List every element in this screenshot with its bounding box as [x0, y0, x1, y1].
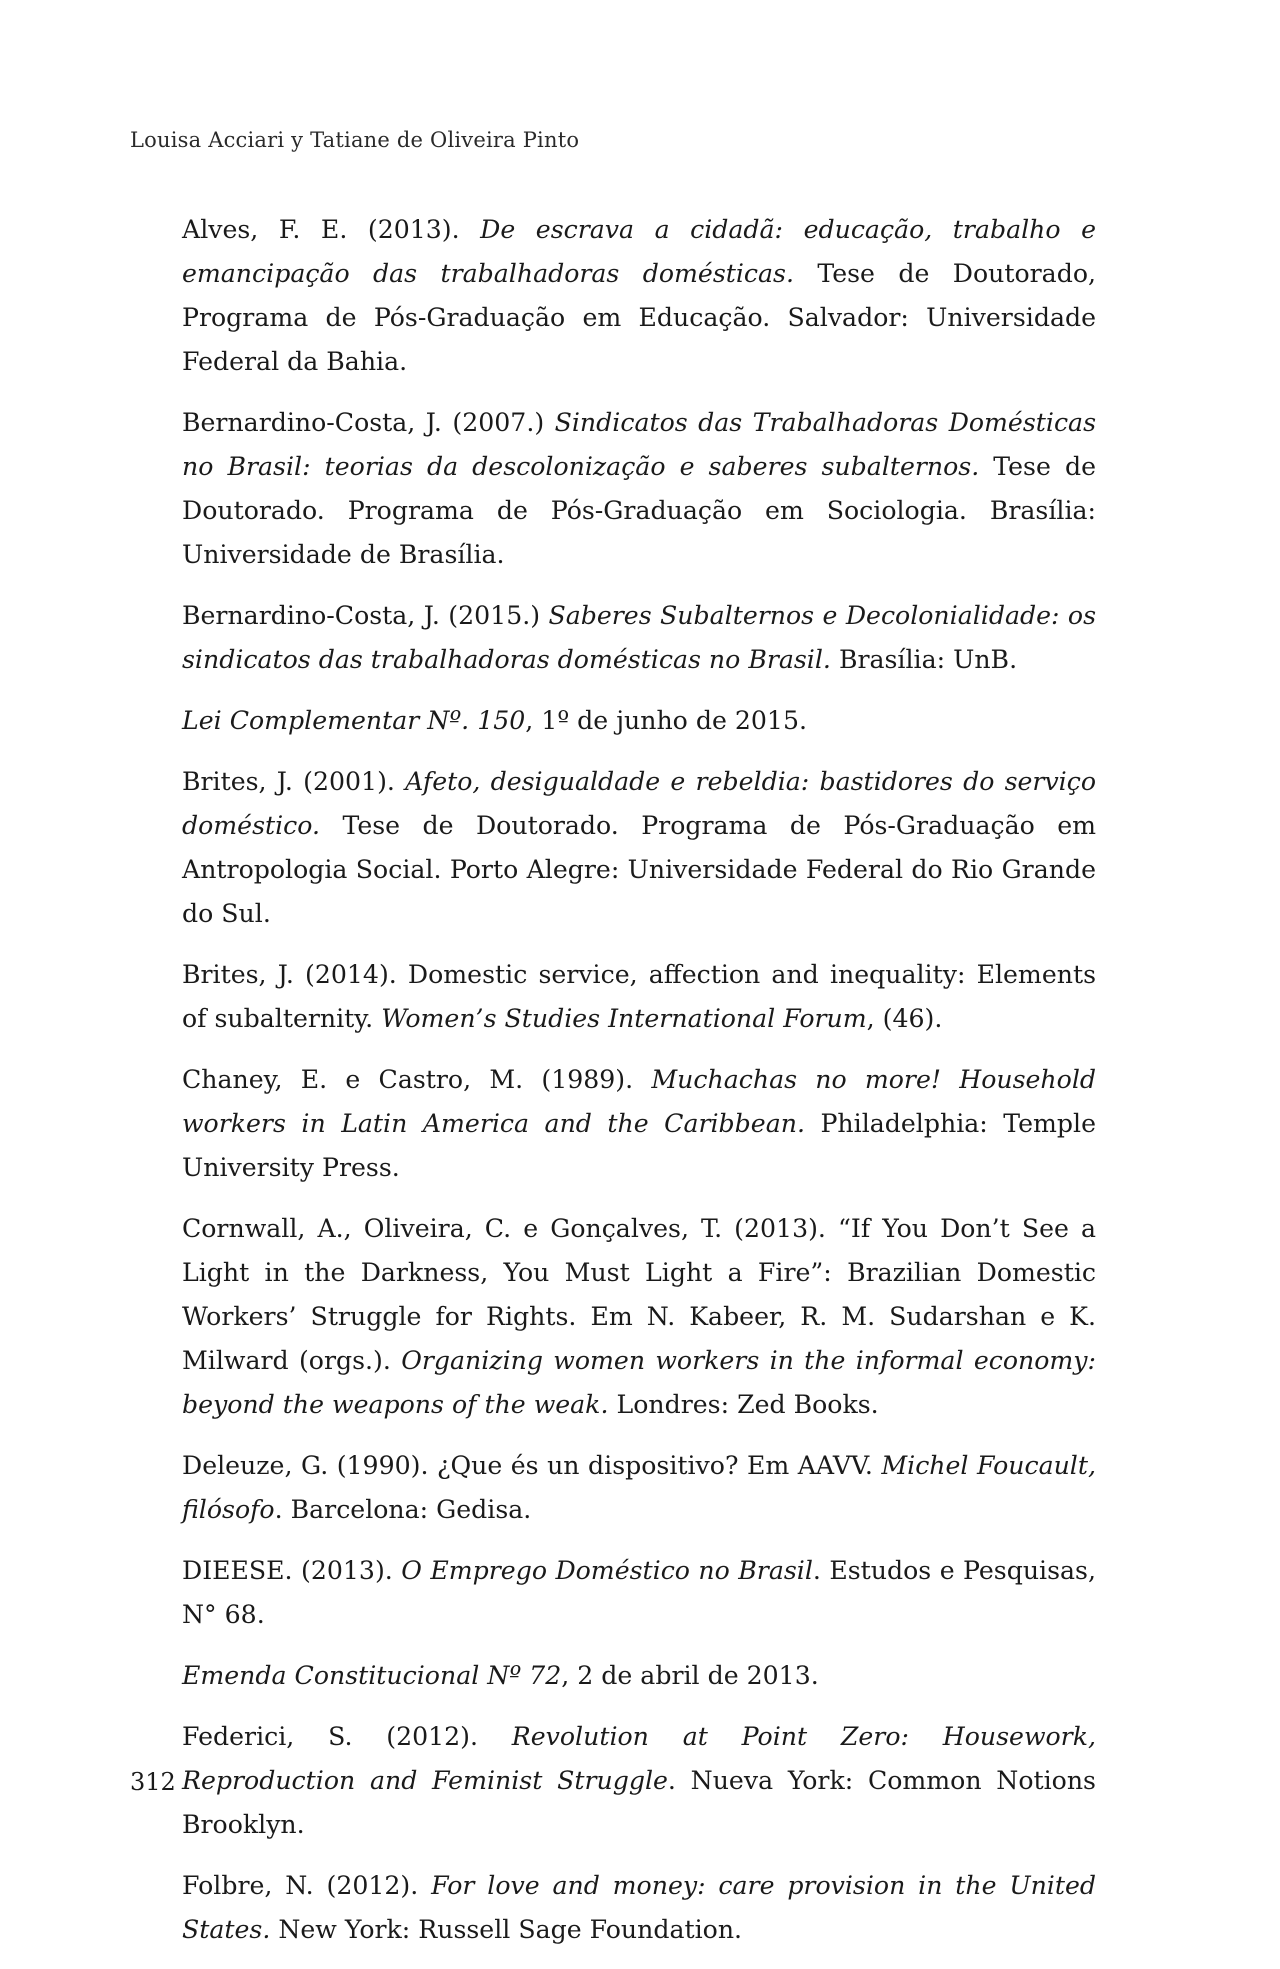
reference-text: Chaney, E. e Castro, M. (1989). [182, 1065, 652, 1094]
reference-entry [182, 208, 1096, 384]
reference-list [182, 208, 1096, 1969]
reference-title: Revolution at Point Zero: Housework, Reproduction and Feminist Struggle [182, 1722, 1096, 1795]
reference-entry [182, 1715, 1096, 1847]
reference-title: O Emprego Doméstico no Brasil [401, 1556, 813, 1585]
reference-text: Bernardino-Costa, J. (2015.) [182, 601, 549, 630]
reference-entry [182, 1549, 1096, 1637]
reference-entry [182, 760, 1096, 936]
reference-entry [182, 1207, 1096, 1427]
reference-text: Brites, J. (2014). Domestic service, affection and inequality: Elements of subalternity. [182, 960, 1096, 1033]
reference-text: Alves, F. E. (2013). [182, 215, 481, 244]
reference-text: , 1º de junho de 2015. [525, 706, 807, 735]
reference-text: Brites, J. (2001). [182, 767, 406, 796]
reference-entry [182, 1864, 1096, 1952]
reference-text: . Nueva York: Common Notions Brooklyn. [182, 1766, 1096, 1839]
reference-title: Saberes Subalternos e Decolonialidade: os sindicatos das trabalhadoras domésticas no Brasil. [182, 601, 1096, 674]
reference-title: Organizing women workers in the informal economy: beyond the weapons of the weak. [182, 1346, 1096, 1419]
reference-entry [182, 1058, 1096, 1190]
reference-text: Tese de Doutorado. Programa de Pós-Graduação em Sociologia. Brasília: Universidade de Brasília. [182, 452, 1096, 569]
reference-title: For love and money: care provision in the United States. [182, 1871, 1097, 1944]
reference-text: Bernardino-Costa, J. (2007.) [182, 408, 555, 437]
reference-text: Folbre, N. (2012). [182, 1871, 432, 1900]
reference-title: Women’s Studies International Forum [381, 1004, 867, 1033]
reference-title: Michel Foucault, filósofo [182, 1451, 1096, 1524]
reference-text: Philadelphia: Temple University Press. [182, 1109, 1096, 1182]
reference-entry [182, 1444, 1096, 1532]
reference-title: Lei Complementar Nº. 150 [182, 706, 526, 735]
reference-text: Brasília: UnB. [830, 645, 1018, 674]
reference-entry [182, 953, 1096, 1041]
reference-text: , 2 de abril de 2013. [561, 1661, 819, 1690]
reference-text: , (46). [866, 1004, 943, 1033]
reference-entry [182, 699, 1096, 743]
reference-text: DIEESE. (2013). [182, 1556, 402, 1585]
page-number: 312 [130, 1768, 176, 1796]
reference-text: . Barcelona: Gedisa. [274, 1495, 532, 1524]
reference-title: De escrava a cidadã: educação, trabalho e emancipação das trabalhadoras domésticas. [182, 215, 1096, 288]
reference-title: Sindicatos das Trabalhadoras Domésticas no Brasil: teorias da descolonização e saberes subalternos. [182, 408, 1096, 481]
reference-text: Londres: Zed Books. [608, 1390, 879, 1419]
running-head: Louisa Acciari y Tatiane de Oliveira Pinto [130, 128, 580, 152]
reference-text: Cornwall, A., Oliveira, C. e Gonçalves, T. (2013). “If You Don’t See a Light in the Darkness, You Must Light a Fire”: Brazilian Domestic Workers’ Struggle for Rights. Em N. Kabeer, R. M. Sudarshan e K. Milward (orgs.). [182, 1214, 1096, 1375]
reference-text: Deleuze, G. (1990). ¿Que és un dispositivo? Em AAVV. [182, 1451, 882, 1480]
reference-text: Tese de Doutorado, Programa de Pós-Graduação em Educação. Salvador: Universidade Federal da Bahia. [182, 259, 1096, 376]
reference-text: Federici, S. (2012). [182, 1722, 512, 1751]
reference-title: Afeto, desigualdade e rebeldia: bastidores do serviço doméstico. [182, 767, 1097, 840]
reference-text: . Estudos e Pesquisas, N° 68. [182, 1556, 1096, 1629]
reference-entry [182, 1654, 1096, 1698]
reference-text: New York: Russell Sage Foundation. [270, 1915, 743, 1944]
reference-entry [182, 594, 1096, 682]
reference-title: Muchachas no more! Household workers in Latin America and the Caribbean. [182, 1065, 1096, 1138]
reference-title: Emenda Constitucional Nº 72 [182, 1661, 562, 1690]
reference-entry [182, 401, 1096, 577]
reference-text: Tese de Doutorado. Programa de Pós-Graduação em Antropologia Social. Porto Alegre: Universidade Federal do Rio Grande do Sul. [182, 811, 1096, 928]
